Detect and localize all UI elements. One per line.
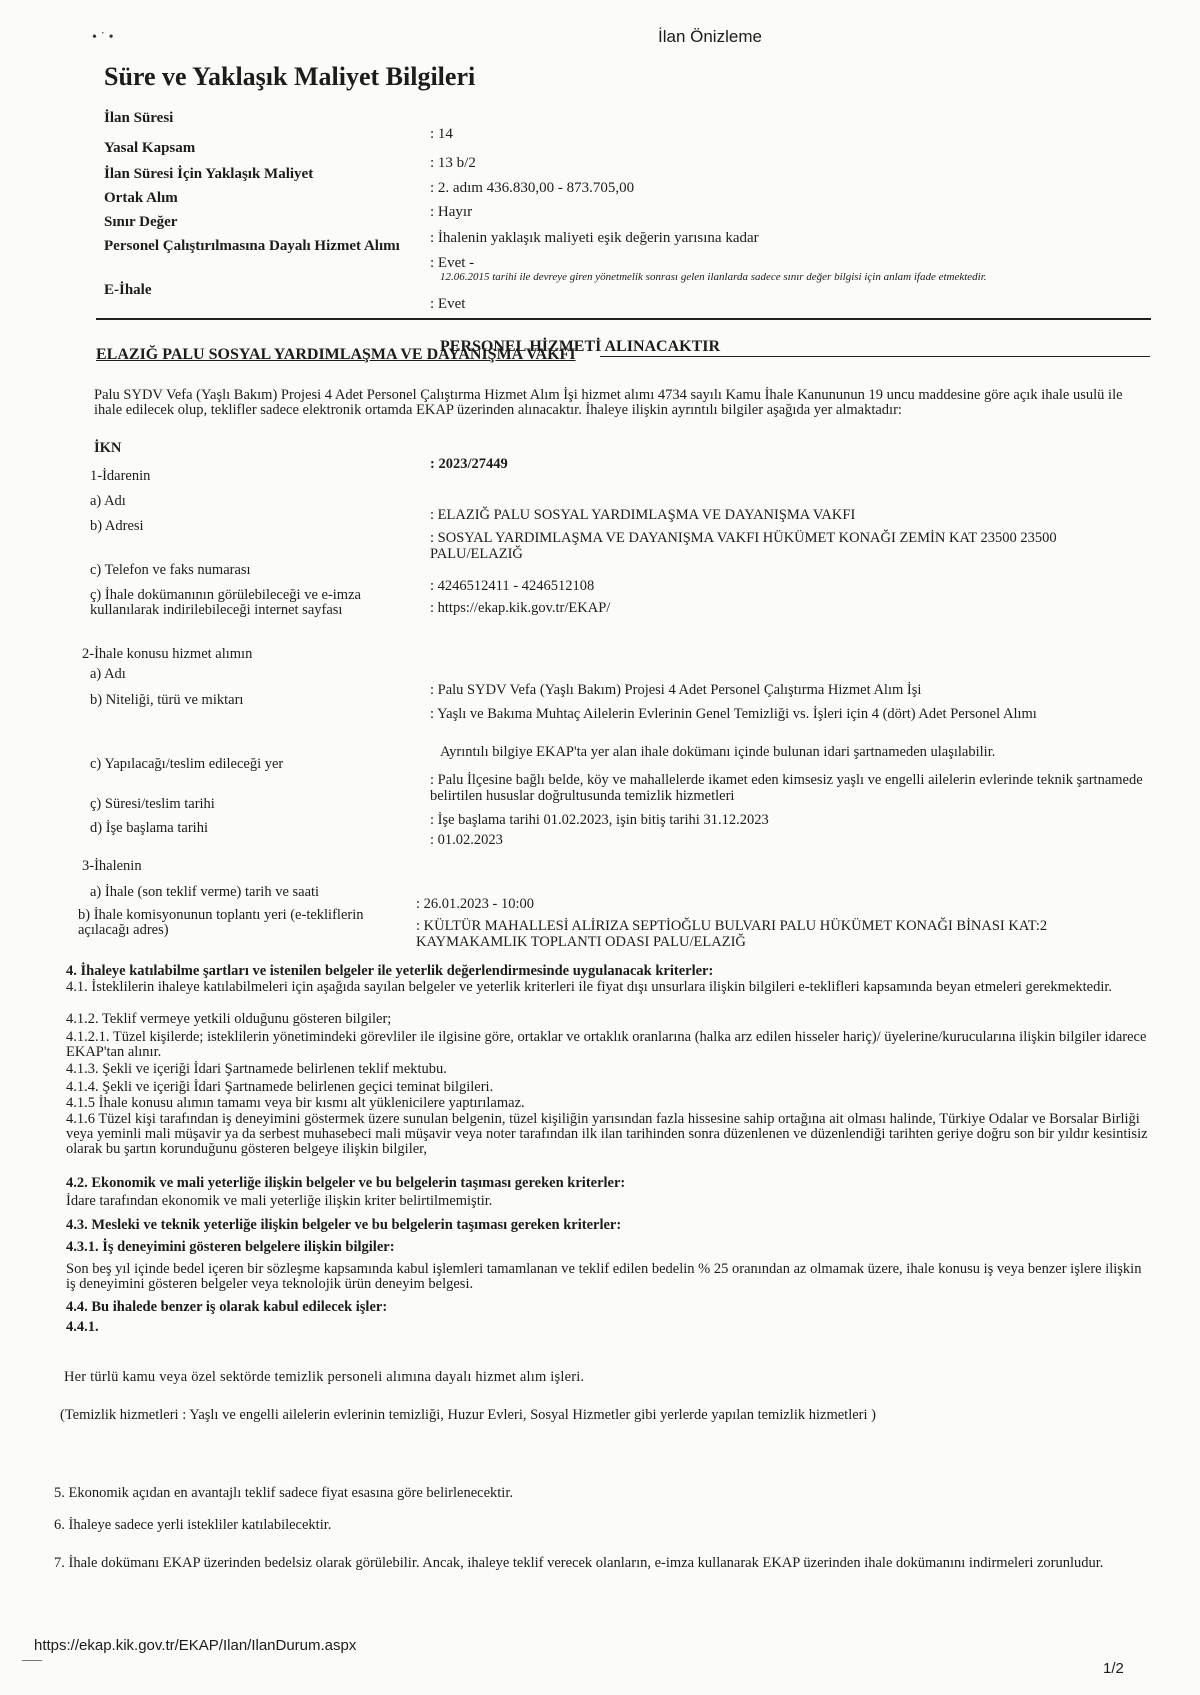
section-heading: 3-İhalenin <box>82 858 142 874</box>
field-label: a) Adı <box>90 666 126 682</box>
section-heading: 1-İdarenin <box>90 468 151 484</box>
criteria-heading: 4.3. Mesleki ve teknik yeterliğe ilişkin belgeler ve bu belgelerin taşıması gereken kriterler: <box>66 1217 622 1233</box>
field-value: : 26.01.2023 - 10:00 <box>416 896 535 912</box>
criteria-item: 4.1. İsteklilerin ihaleye katılabilmeleri için aşağıda sayılan belgeler ve yeterlik kriterleri ile fiyat dışı unsurlara ilişkin bilgileri e-teklifleri kapsamında beyan etmeleri gerekmektedir. <box>66 979 1113 995</box>
field-label: b) Niteliği, türü ve miktarı <box>90 692 244 708</box>
field-value: : 01.02.2023 <box>430 832 503 848</box>
criteria-item: 4.1.2. Teklif vermeye yetkili olduğunu gösteren bilgiler; <box>66 1011 392 1027</box>
criteria-item: 4.1.5 İhale konusu alımın tamamı veya bir kısmı alt yüklenicilere yaptırılamaz. <box>66 1095 525 1111</box>
field-label: d) İşe başlama tarihi <box>90 820 208 836</box>
summary-value: : Hayır <box>430 204 473 220</box>
section-heading: 2-İhale konusu hizmet alımın <box>82 646 253 662</box>
field-label: a) İhale (son teklif verme) tarih ve saati <box>90 884 320 900</box>
criteria-item: 7. İhale dokümanı EKAP üzerinden bedelsiz olarak görülebilir. Ancak, ihaleye teklif verecek olanların, e-imza kullanarak EKAP üzerinden ihale dokümanını indirmeleri zorunludur. <box>54 1555 1104 1571</box>
page-number: 1/2 <box>1103 1660 1124 1677</box>
summary-label: İlan Süresi İçin Yaklaşık Maliyet <box>104 166 314 182</box>
summary-value: : İhalenin yaklaşık maliyeti eşik değerin yarısına kadar <box>430 230 759 246</box>
preview-label: İlan Önizleme <box>658 27 762 46</box>
summary-value: : 14 <box>430 126 453 142</box>
field-value: : İşe başlama tarihi 01.02.2023, işin bitiş tarihi 31.12.2023 <box>430 812 769 828</box>
criteria-item: (Temizlik hizmetleri : Yaşlı ve engelli ailelerin evlerinin temizliği, Huzur Evleri, Sosyal Hizmetler gibi yerlerde yapılan temizlik hizmetleri ) <box>60 1407 876 1423</box>
field-value: : Yaşlı ve Bakıma Muhtaç Ailelerin Evlerinin Genel Temizliği vs. İşleri için 4 (dört) Adet Personel Alımı <box>430 706 1037 722</box>
summary-value: : Evet - <box>430 255 475 271</box>
criteria-heading: 4.2. Ekonomik ve mali yeterliğe ilişkin belgeler ve bu belgelerin taşıması gereken kriterler: <box>66 1175 626 1191</box>
field-label: a) Adı <box>90 493 126 509</box>
intro-paragraph: Palu SYDV Vefa (Yaşlı Bakım) Projesi 4 Adet Personel Çalıştırma Hizmet Alım İşi hizmet alımı 4734 sayılı Kamu İhale Kanununun 19 uncu maddesine göre açık ihale usulü ile ihale edilecek olup, teklifler sadece elektronik ortamda EKAP üzerinden alınacaktır. İhaleye ilişkin ayrıntılı bilgiler aşağıda yer almaktadır: <box>94 387 1123 418</box>
criteria-item: 5. Ekonomik açıdan en avantajlı teklif sadece fiyat esasına göre belirlenecektir. <box>54 1485 513 1501</box>
field-value: : 4246512411 - 4246512108 <box>430 578 595 594</box>
summary-label: E-İhale <box>104 282 152 298</box>
criteria-item: 4.1.6 Tüzel kişi tarafından iş deneyimini göstermek üzere sunulan belgenin, tüzel kişiliğin yarısından fazla hissesine sahip ortağına ait olması halinde, Türkiye Odalar ve Borsalar Birliği veya yeminli mali müşavir ya da serbest muhasebeci mali müşavir veya noter tarafından ilk ilan tarihinden sonra düzenlenen ve düzenlendiği tarihten geriye doğru son bir yıldır kesintisiz olarak bu şartın korunduğunu gösteren belgeye ilişkin bilgiler, <box>66 1111 1148 1157</box>
criteria-item: 4.1.2.1. Tüzel kişilerde; isteklilerin yönetimindeki görevliler ile ilgisine göre, ortaklar ve ortaklık oranlarına (halka arz edilen hisseler hariç)/ üyelerine/kurucularına ilişkin bilgiler idarece EKAP'tan alınır. <box>66 1029 1147 1060</box>
divider <box>600 356 1150 357</box>
footer-mark <box>22 1660 42 1661</box>
field-note: Ayrıntılı bilgiye EKAP'ta yer alan ihale dokümanı içinde bulunan idari şartnameden ulaşılabilir. <box>440 744 996 760</box>
summary-label: Ortak Alım <box>104 190 178 206</box>
summary-value: : 13 b/2 <box>430 155 476 171</box>
field-label: c) Telefon ve faks numarası <box>90 562 251 578</box>
field-value: : Palu İlçesine bağlı belde, köy ve mahallelerde ikamet eden kimsesiz yaşlı ve engelli ailelerin evlerinde teknik şartnamede belirtilen hususlar doğrultusunda temizlik hizmetleri <box>430 772 1143 804</box>
footer-url: https://ekap.kik.gov.tr/EKAP/Ilan/IlanDurum.aspx <box>34 1637 357 1654</box>
criteria-heading: 4.4.1. <box>66 1319 99 1335</box>
ikn-value: : 2023/27449 <box>430 456 508 472</box>
field-label: ç) İhale dokümanının görülebileceği ve e-imza kullanılarak indirilebileceği internet sayfası <box>90 587 361 618</box>
summary-label: Yasal Kapsam <box>104 140 196 156</box>
field-label: b) İhale komisyonunun toplantı yeri (e-tekliflerin açılacağı adres) <box>78 907 364 938</box>
criteria-item: 4.1.3. Şekli ve içeriği İdari Şartnamede belirlenen teklif mektubu. <box>66 1061 447 1077</box>
field-value: : Palu SYDV Vefa (Yaşlı Bakım) Projesi 4 Adet Personel Çalıştırma Hizmet Alım İşi <box>430 682 922 698</box>
field-value: : SOSYAL YARDIMLAŞMA VE DAYANIŞMA VAKFI HÜKÜMET KONAĞI ZEMİN KAT 23500 23500 PALU/ELAZIĞ <box>430 530 1057 562</box>
organization-name: ELAZIĞ PALU SOSYAL YARDIMLAŞMA VE DAYANIŞMA VAKFI <box>96 346 576 363</box>
criteria-item: Son beş yıl içinde bedel içeren bir sözleşme kapsamında kabul işlemleri tamamlanan ve teklif edilen bedelin % 25 oranından az olmamak üzere, ihale konusu iş veya benzer işlere ilişkin iş deneyimini gösteren belgeler veya teknolojik ürün deneyim belgesi. <box>66 1261 1142 1292</box>
scan-marks: • ˙ • <box>92 30 114 45</box>
field-label: b) Adresi <box>90 518 144 534</box>
summary-label: İlan Süresi <box>104 110 174 126</box>
field-label: c) Yapılacağı/teslim edileceği yer <box>90 756 284 772</box>
field-value: : ELAZIĞ PALU SOSYAL YARDIMLAŞMA VE DAYANIŞMA VAKFI <box>430 507 856 523</box>
criteria-heading: 4. İhaleye katılabilme şartları ve istenilen belgeler ile yeterlik değerlendirmesinde uygulanacak kriterler: <box>66 963 714 979</box>
criteria-item: 4.1.4. Şekli ve içeriği İdari Şartnamede belirlenen geçici teminat bilgileri. <box>66 1079 494 1095</box>
divider <box>96 318 1151 320</box>
notice-heading: PERSONEL HİZMETİ ALINACAKTIR <box>440 338 721 355</box>
criteria-item: 6. İhaleye sadece yerli istekliler katılabilecektir. <box>54 1517 332 1533</box>
summary-note: 12.06.2015 tarihi ile devreye giren yönetmelik sonrası gelen ilanlarda sadece sınır değer bilgisi için anlam ifade etmektedir. <box>440 271 987 283</box>
criteria-item: Her türlü kamu veya özel sektörde temizlik personeli alımına dayalı hizmet alım işleri. <box>64 1369 585 1385</box>
criteria-heading: 4.4. Bu ihalede benzer iş olarak kabul edilecek işler: <box>66 1299 388 1315</box>
summary-label: Personel Çalıştırılmasına Dayalı Hizmet Alımı <box>104 238 400 254</box>
field-value: : https://ekap.kik.gov.tr/EKAP/ <box>430 600 611 616</box>
page-title: Süre ve Yaklaşık Maliyet Bilgileri <box>104 62 476 91</box>
ikn-label: İKN <box>94 440 122 456</box>
field-label: ç) Süresi/teslim tarihi <box>90 796 215 812</box>
summary-label: Sınır Değer <box>104 214 178 230</box>
criteria-heading: 4.3.1. İş deneyimini gösteren belgelere ilişkin bilgiler: <box>66 1239 395 1255</box>
criteria-item: İdare tarafından ekonomik ve mali yeterliğe ilişkin kriter belirtilmemiştir. <box>66 1193 493 1209</box>
field-value: : KÜLTÜR MAHALLESİ ALİRIZA SEPTİOĞLU BULVARI PALU HÜKÜMET KONAĞI BİNASI KAT:2 KAYMAKAMLIK TOPLANTI ODASI PALU/ELAZIĞ <box>416 918 1048 950</box>
summary-value: : Evet <box>430 296 466 312</box>
summary-value: : 2. adım 436.830,00 - 873.705,00 <box>430 180 635 196</box>
